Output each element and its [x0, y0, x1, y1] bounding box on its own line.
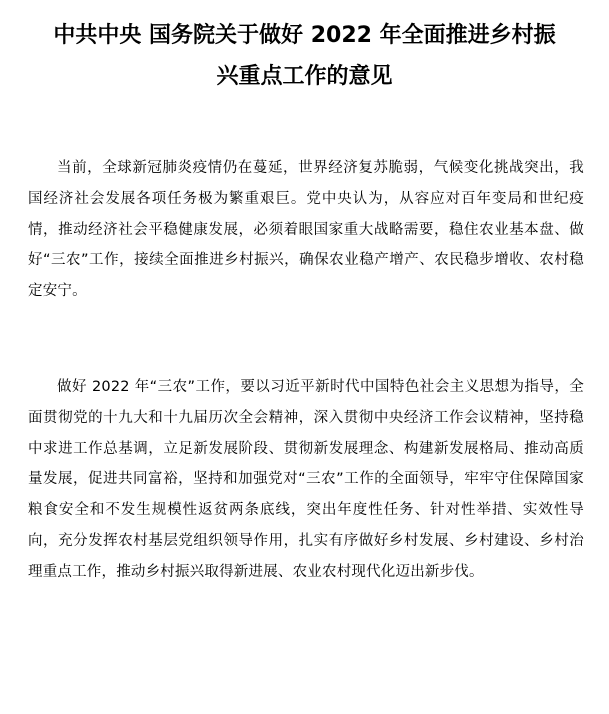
document-title — [0, 15, 609, 97]
paragraph-2: 做好 2022 年“三农”工作，要以习近平新时代中国特色社会主义思想为指导，全面贯彻党的十九大和十九届历次全会精神，深入贯彻中央经济工作会议精神，坚持稳中求进工作总基调，立足新发展阶段、贯彻新发展理念、构建新发展格局、推动高质量发展，促进共同富裕，坚持和加强党对“三农”工作的全面领导，牢牢守住保障国家粮食安全和不发生规模性返贫两条底线，突出年度性任务、针对性举措、实效性导向，充分发挥农村基层党组织领导作用，扎实有序做好乡村发展、乡村建设、乡村治理重点工作，推动乡村振兴取得新进展、农业农村现代化迈出新步伐。 — [28, 379, 584, 580]
paragraph-1: 当前，全球新冠肺炎疫情仍在蔓延，世界经济复苏脆弱，气候变化挑战突出，我国经济社会发展各项任务极为繁重艰巨。党中央认为，从容应对百年变局和世纪疫情，推动经济社会平稳健康发展，必须着眼国家重大战略需要，稳住农业基本盘、做好“三农”工作，接续全面推进乡村振兴，确保农业稳产增产、农民稳步增收、农村稳定安宁。 — [28, 160, 584, 300]
title-line-1: 中共中央 国务院关于做好 2022 年全面推进乡村振 — [53, 23, 556, 48]
title-line-2: 兴重点工作的意见 — [216, 64, 393, 89]
